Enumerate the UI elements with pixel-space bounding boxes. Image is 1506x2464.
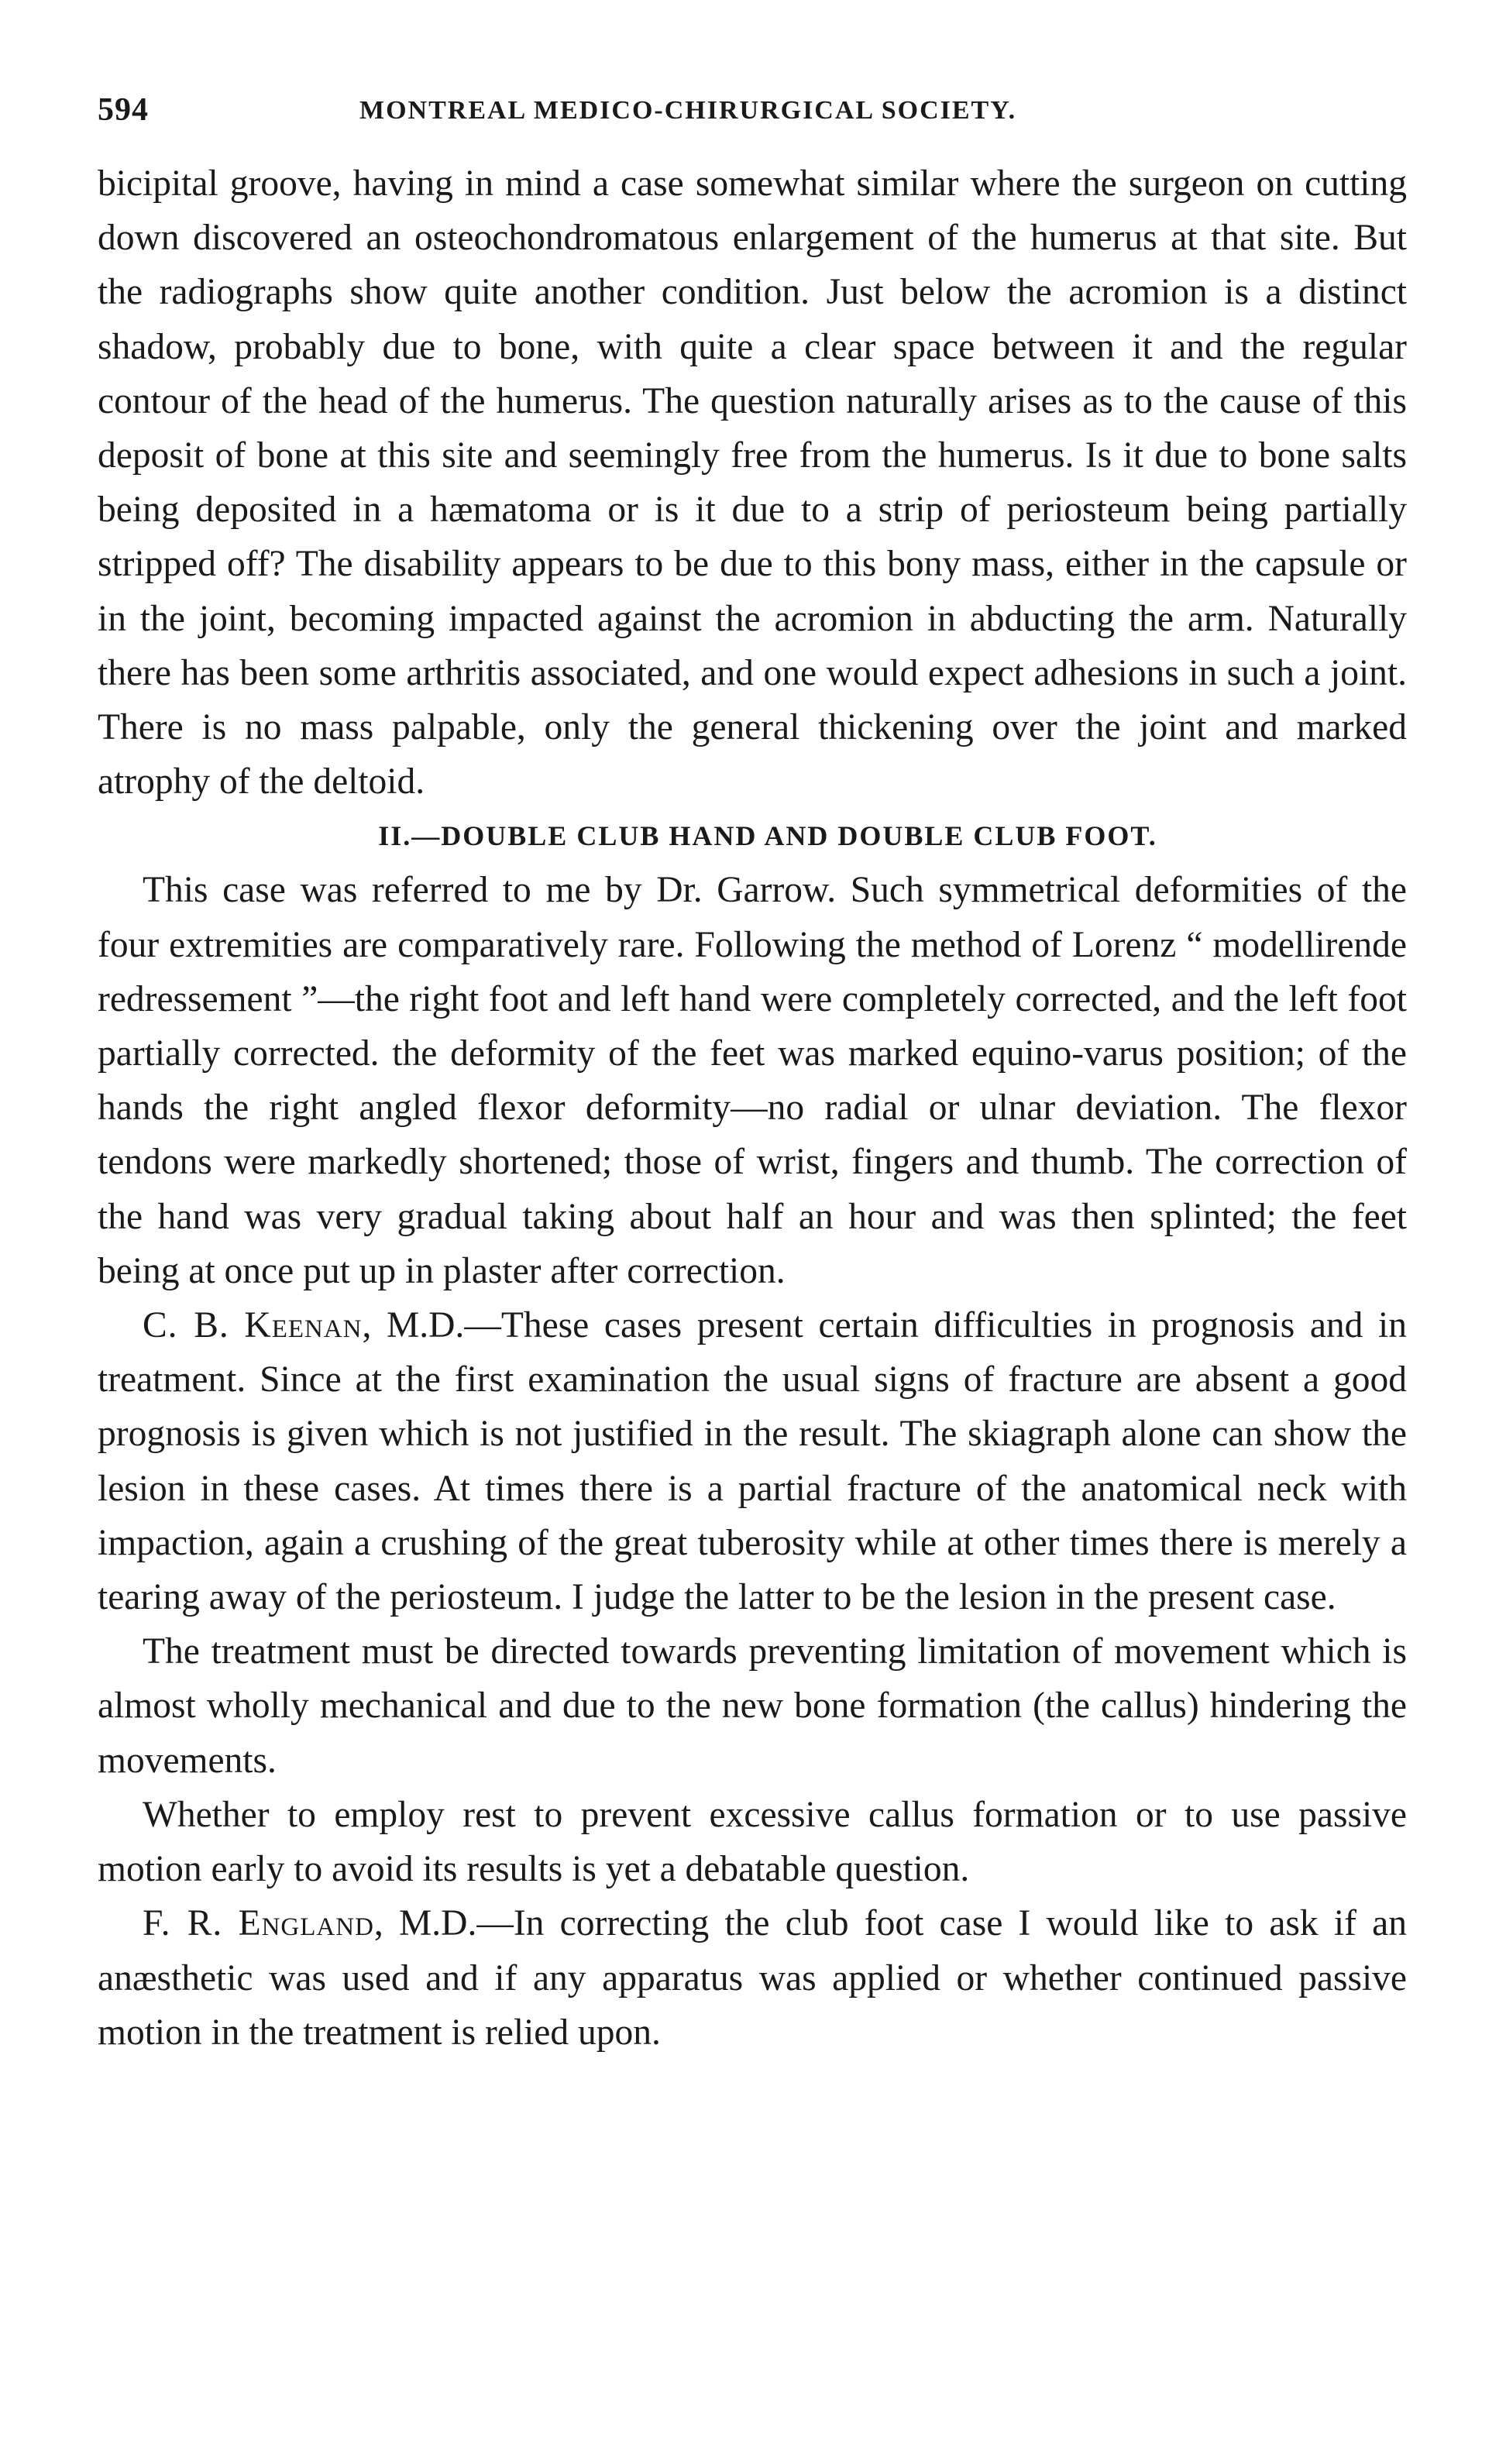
paragraph-case-report: This case was referred to me by Dr. Garrow. Such symmetrical deformities of the four extremities are comparatively rare. Following the method of Lorenz “ modellirende redressement ”—the right foot and left hand were completely corrected, and the left foot partially corrected. the deformity of the feet was marked equino-varus position; of the hands the right angled flexor deformity—no radial or ulnar deviation. The flexor tendons were markedly shortened; those of wrist, fingers and thumb. The correction of the hand was very gradual taking about half an hour and was then splinted; the feet being at once put up in plaster after correction.: [98, 870, 1407, 1291]
document-page: [98, 91, 1407, 2060]
section-heading: II.—DOUBLE CLUB HAND AND DOUBLE CLUB FOOT.: [378, 820, 1157, 852]
speaker-initials: C. B.: [143, 1305, 229, 1346]
speaker-degree: , M.D.: [362, 1305, 465, 1346]
paragraph-treatment: The treatment must be directed towards preventing limitation of movement which is almost wholly mechanical and due to the new bone formation (the callus) hindering the movements.: [98, 1631, 1407, 1781]
journal-title: MONTREAL MEDICO-CHIRURGICAL SOCIETY.: [359, 96, 1017, 125]
body-text: [98, 156, 1407, 2060]
paragraph-text: —These cases present certain difficulties in prognosis and in treatment. Since at the first examination the usual signs of fracture are absent a good prognosis is given which is not justified in the result. The skiagraph alone can show the lesion in these cases. At times there is a partial fracture of the anatomical neck with impaction, again a crushing of the great tuberosity while at other times there is merely a tearing away of the periosteum. I judge the latter to be the lesion in the present case.: [98, 1305, 1407, 1618]
running-head: [98, 91, 1407, 146]
paragraph-rest-vs-motion: Whether to employ rest to prevent excessive callus formation or to use passive motion early to avoid its results is yet a debatable question.: [98, 1794, 1407, 1890]
speaker-name: Keenan: [244, 1305, 363, 1346]
speaker-name: England: [238, 1903, 374, 1944]
paragraph-england: [98, 1896, 1407, 2060]
paragraph-keenan: [98, 1298, 1407, 1624]
paragraph-text: —In correcting the club foot case I would like to ask if an anæsthetic was used and if any apparatus was applied or whether continued passive motion in the treatment is relied upon.: [98, 1903, 1408, 2053]
speaker-degree: , M.D.: [373, 1903, 477, 1944]
speaker-initials: F. R.: [143, 1903, 223, 1944]
page-number: 594: [98, 92, 149, 128]
paragraph-continuation: bicipital groove, having in mind a case somewhat similar where the surgeon on cutting down discovered an osteochondromatous enlargement of the humerus at that site. But the radiographs show quite another condition. Just below the acromion is a distinct shadow, probably due to bone, with quite a clear space between it and the regular contour of the head of the humerus. The question naturally arises as to the cause of this deposit of bone at this site and seemingly free from the humerus. Is it due to bone salts being deposited in a hæmatoma or is it due to a strip of periosteum being partially stripped off? The disability appears to be due to this bony mass, either in the capsule or in the joint, becoming impacted against the acromion in abducting the arm. Naturally there has been some arthritis associated, and one would expect adhesions in such a joint. There is no mass palpable, only the general thickening over the joint and marked atrophy of the deltoid.: [98, 163, 1407, 802]
